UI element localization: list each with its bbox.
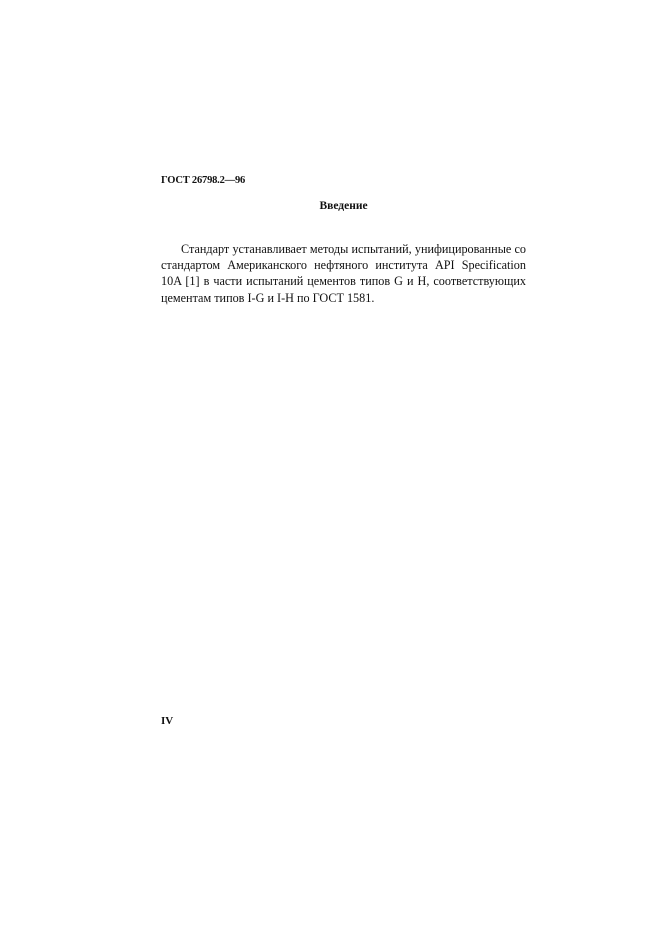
page-number: IV xyxy=(161,715,174,727)
introduction-paragraph: Стандарт устанавливает методы испытаний, унифицированные со стандартом Американского нефтяного института API Specification 10A [1] в части испытаний цементов типов G и H, соответствующих цементам типов I-G и I-H по ГОСТ 1581. xyxy=(161,242,526,305)
document-code: ГОСТ 26798.2—96 xyxy=(161,175,246,186)
section-title: Введение xyxy=(319,200,368,212)
